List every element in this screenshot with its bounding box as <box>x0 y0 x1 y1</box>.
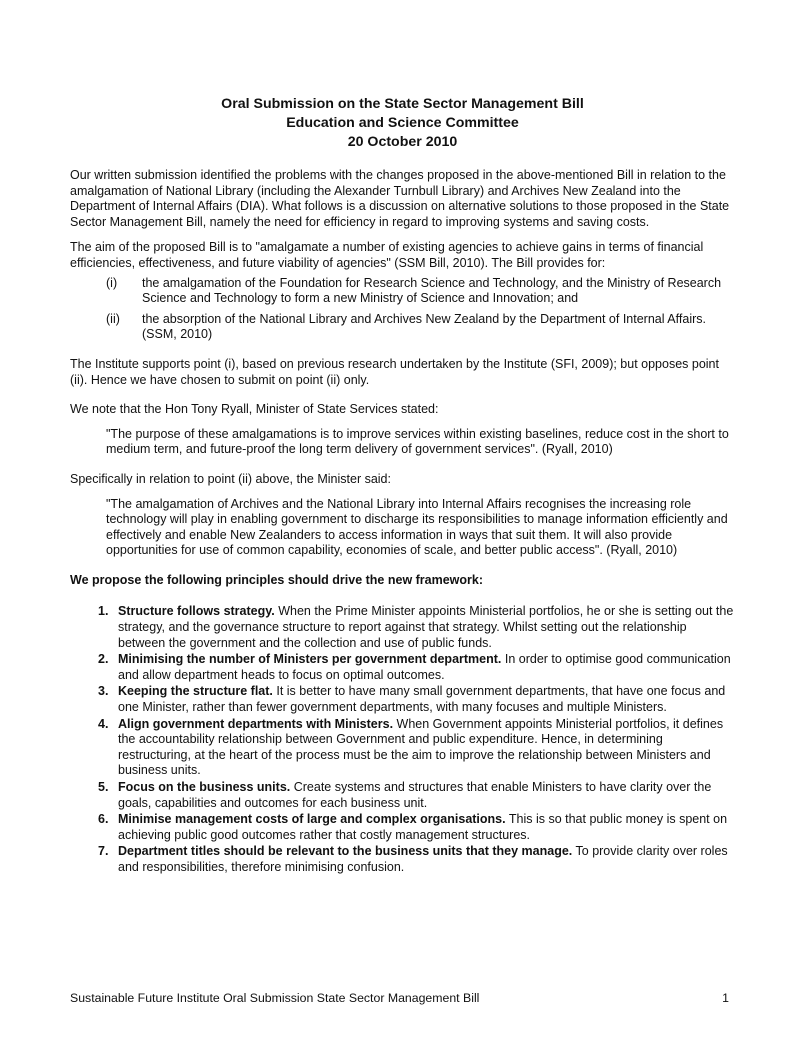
document-page <box>70 95 735 877</box>
footer-text: Sustainable Future Institute Oral Submission State Sector Management Bill <box>70 991 480 1005</box>
principle-lead: Focus on the business units. <box>118 780 291 794</box>
institute-position-paragraph: The Institute supports point (i), based on previous research undertaken by the Institute (SFI, 2009); but opposes point (ii). Hence we have chosen to submit on point (ii) only. <box>70 356 719 387</box>
principle-lead: Keeping the structure flat. <box>118 684 273 699</box>
provision-item <box>70 276 735 307</box>
principle-text: Create systems and structures that enable Ministers to have clarity over the goals, capabilities and outcomes for each business unit. <box>118 780 712 810</box>
principle-item <box>70 604 735 651</box>
minister-quote-1: "The purpose of these amalgamations is to improve services within existing baselines, reduce cost in the short to medium term, and future-proof the long term delivery of government services". (Ryall, 2010) <box>106 426 729 457</box>
principle-lead: Minimising the number of Ministers per government department. <box>118 652 502 667</box>
bill-provisions-list <box>70 276 735 343</box>
principle-lead: Align government departments with Ministers. <box>118 716 394 731</box>
principle-text: In order to optimise good communication and allow department heads to focus on optimal outcomes. <box>118 652 731 682</box>
principles-heading: We propose the following principles should drive the new framework: <box>70 572 484 587</box>
point-ii-intro-paragraph: Specifically in relation to point (ii) above, the Minister said: <box>70 471 391 486</box>
principles-list <box>70 604 735 875</box>
bill-aim-paragraph: The aim of the proposed Bill is to "amalgamate a number of existing agencies to achieve gains in terms of financial efficiencies, effectiveness, and future viability of agencies" (SSM Bill, 2010). The Bill provides for: <box>70 240 704 270</box>
principle-lead: Minimise management costs of large and complex organisations. <box>118 812 506 827</box>
principle-number: 7. <box>98 844 109 859</box>
principle-item <box>70 684 735 715</box>
provision-text: the absorption of the National Library and Archives New Zealand by the Department of Internal Affairs. (SSM, 2010) <box>142 311 706 342</box>
principle-number: 6. <box>98 812 109 827</box>
principle-item <box>70 717 735 779</box>
principle-text: When the Prime Minister appoints Ministerial portfolios, he or she is setting out the strategy, and the governance structure to report against that strategy. Whilst setting out the relationship between the government and the collection and use of public funds. <box>118 604 734 650</box>
principle-item <box>70 844 735 875</box>
title-line-1: Oral Submission on the State Sector Management Bill <box>221 96 584 112</box>
minister-quote-2: "The amalgamation of Archives and the National Library into Internal Affairs recognises the increasing role technology will play in enabling government to discharge its responsibilities to manage information efficiently and effectively and enable New Zealanders to access information in ways that suit them. It will also provide opportunities for use of common capability, economies of scale, and better public access". (Ryall, 2010) <box>106 496 728 558</box>
intro-paragraph: Our written submission identified the problems with the changes proposed in the above-mentioned Bill in relation to the amalgamation of National Library (including the Alexander Turnbull Library) and Archives New Zealand into the Department of Internal Affairs (DIA). What follows is a discussion on alternative solutions to those proposed in the State Sector Management Bill, namely the need for efficiency in regard to improving systems and saving costs. <box>70 168 730 229</box>
principle-item <box>70 652 735 683</box>
title-date: 20 October 2010 <box>347 134 458 150</box>
principle-text: When Government appoints Ministerial portfolios, it defines the accountability relationship between Government and public expenditure. Hence, in determining restructuring, at the heart of the process must be the aim to improve the relationship between Ministers and business units. <box>118 716 724 778</box>
principle-number: 3. <box>98 684 109 699</box>
provision-item <box>70 312 735 343</box>
principle-text: To provide clarity over roles and responsibilities, therefore minimising confusion. <box>118 844 728 874</box>
principle-item <box>70 780 735 811</box>
provision-text: the amalgamation of the Foundation for Research Science and Technology, and the Ministry of Research Science and Technology to form a new Ministry of Science and Innovation; and <box>142 275 722 306</box>
principle-text: It is better to have many small government departments, that have one focus and one Minister, rather than fewer government departments, with many focuses and multiple Ministers. <box>118 684 726 715</box>
page-number: 1 <box>722 991 729 1005</box>
document-title <box>70 95 735 152</box>
principle-number: 2. <box>98 652 109 667</box>
principle-number: 4. <box>98 716 109 731</box>
principle-lead: Structure follows strategy. <box>118 604 275 619</box>
principle-lead: Department titles should be relevant to the business units that they manage. <box>118 844 573 859</box>
principle-number: 1. <box>98 604 109 619</box>
principle-number: 5. <box>98 780 109 794</box>
provision-marker: (i) <box>106 275 118 290</box>
title-line-2: Education and Science Committee <box>286 115 519 131</box>
minister-intro-paragraph: We note that the Hon Tony Ryall, Minister of State Services stated: <box>70 402 439 417</box>
provision-marker: (ii) <box>106 311 120 326</box>
principle-text: This is so that public money is spent on achieving public good outcomes rather that costly management structures. <box>118 812 728 842</box>
principle-item <box>70 812 735 843</box>
